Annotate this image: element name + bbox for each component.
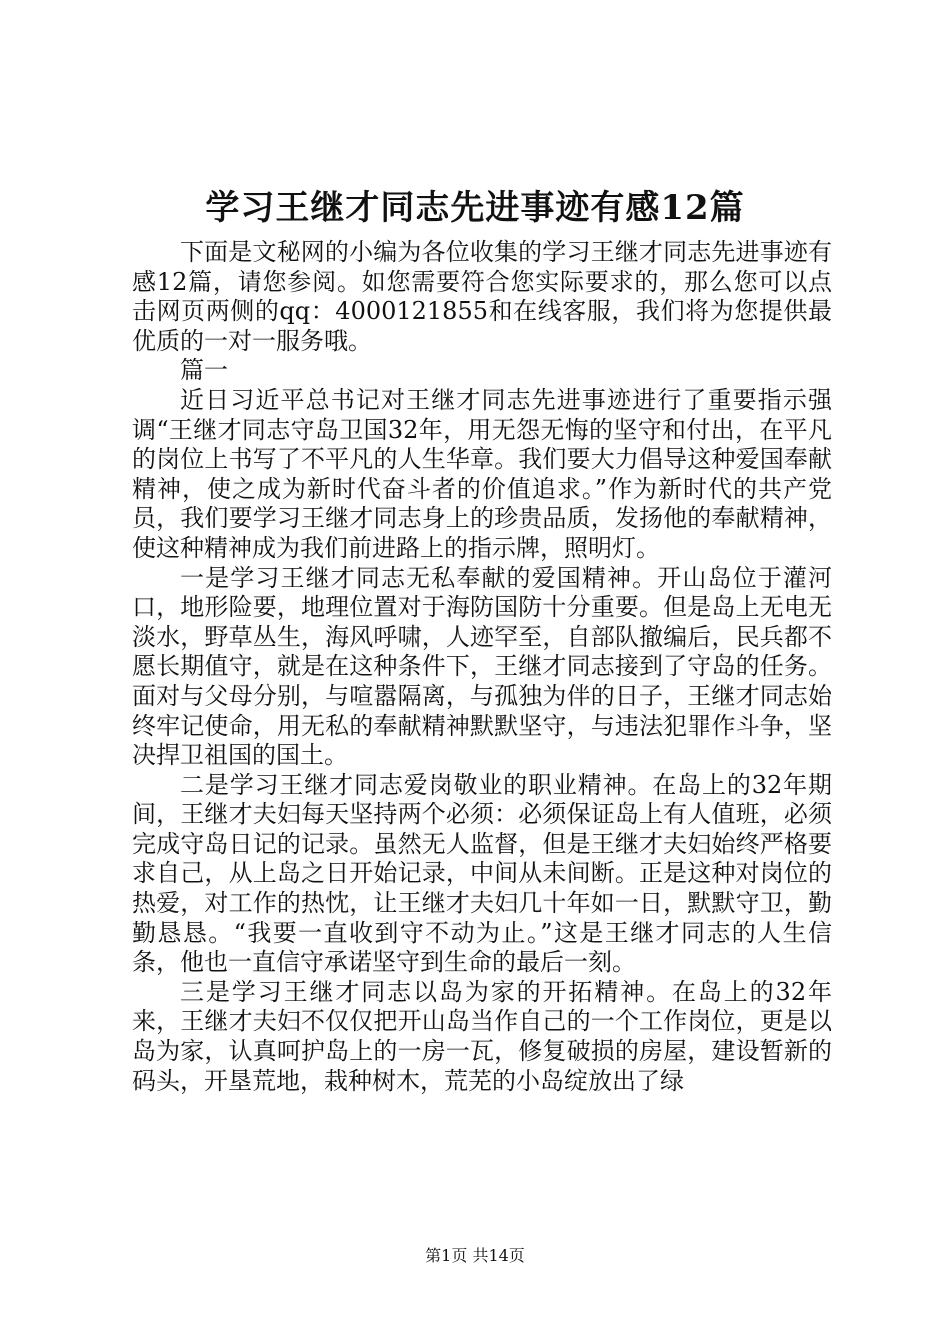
- document-title: 学习王继才同志先进事迹有感12篇: [205, 188, 745, 228]
- paragraph: 近日习近平总书记对王继才同志先进事迹进行了重要指示强调“王继才同志守岛卫国32年，用无怨无悔的坚守和付出，在平凡的岗位上书写了不平凡的人生华章。我们要大力倡导这种爱国奉献精神，使之成为新时代奋斗者的价值追求。”作为新时代的共产党员，我们要学习王继才同志身上的珍贵品质，发扬他的奉献精神，使这种精神成为我们前进路上的指示牌，照明灯。: [132, 385, 832, 562]
- paragraph-intro: 下面是文秘网的小编为各位收集的学习王继才同志先进事迹有感12篇，请您参阅。如您需要符合您实际要求的，那么您可以点击网页两侧的qq：4000121855和在线客服，我们将为您提供最优质的一对一服务哦。: [132, 238, 832, 355]
- paragraph: 三是学习王继才同志以岛为家的开拓精神。在岛上的32年来，王继才夫妇不仅仅把开山岛当作自己的一个工作岗位，更是以岛为家，认真呵护岛上的一房一瓦，修复破损的房屋，建设暂新的码头，开垦荒地，栽种树木，荒芜的小岛绽放出了绿: [132, 977, 832, 1095]
- section-heading: 篇一: [180, 356, 228, 385]
- page-footer: 第1页 共14页: [425, 1246, 525, 1265]
- document-body: [132, 238, 832, 1096]
- paragraph: 一是学习王继才同志无私奉献的爱国精神。开山岛位于灌河口，地形险要，地理位置对于海防国防十分重要。但是岛上无电无淡水，野草丛生，海风呼啸，人迹罕至，自部队撤编后，民兵都不愿长期值守，就是在这种条件下，王继才同志接到了守岛的任务。面对与父母分别，与喧嚣隔离，与孤独为伴的日子，王继才同志始终牢记使命，用无私的奉献精神默默坚守，与违法犯罪作斗争，坚决捍卫祖国的国土。: [132, 563, 832, 770]
- paragraph: 二是学习王继才同志爱岗敬业的职业精神。在岛上的32年期间，王继才夫妇每天坚持两个必须：必须保证岛上有人值班，必须完成守岛日记的记录。虽然无人监督，但是王继才夫妇始终严格要求自己，从上岛之日开始记录，中间从未间断。正是这种对岗位的热爱，对工作的热忱，让王继才夫妇几十年如一日，默默守卫，勤勤恳恳。“我要一直收到守不动为止。”这是王继才同志的人生信条，他也一直信守承诺坚守到生命的最后一刻。: [132, 770, 832, 977]
